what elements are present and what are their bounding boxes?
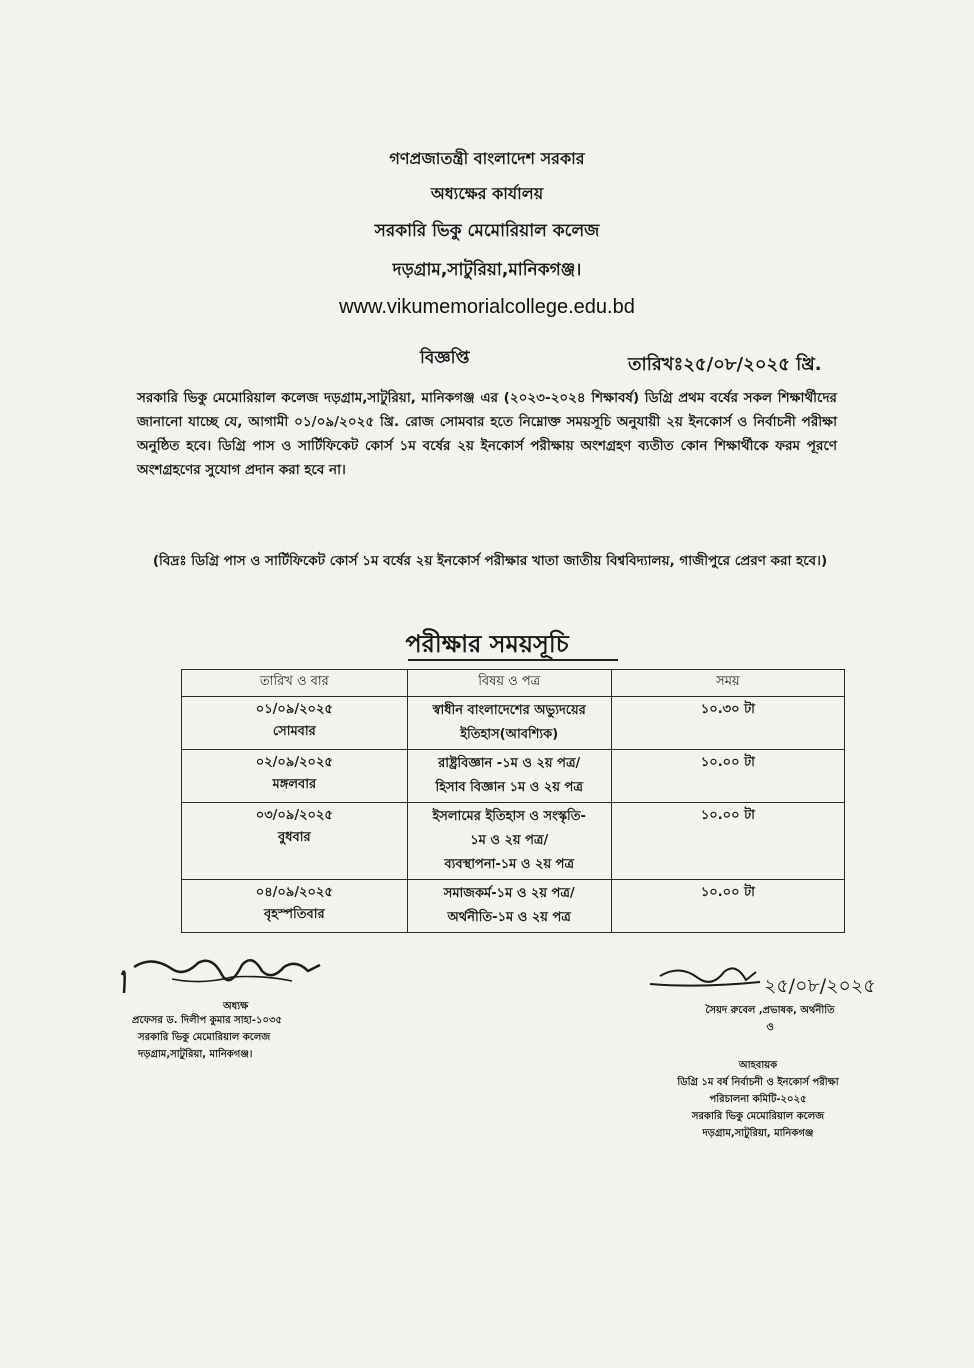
subject-line: ইতিহাস(আবশ্যিক) [460, 727, 559, 742]
time-cell: ১০.০০ টা [611, 880, 844, 933]
subject-line: ইসলামের ইতিহাস ও সংস্কৃতি- [432, 809, 586, 824]
principal-address: দড়গ্রাম,সাটুরিয়া, মানিকগঞ্জ। [138, 1049, 253, 1060]
convener-role: আহবায়ক [738, 1060, 778, 1071]
convener-name: সৈয়দ রুবেল ,প্রভাষক, অর্থনীতি [705, 1005, 835, 1016]
exam-date: ০৪/০৯/২০২৫ [255, 885, 333, 900]
subject-cell [407, 880, 611, 933]
committee-line-2: পরিচালনা কমিটি-২০২৫ [709, 1094, 807, 1105]
office-header: অধ্যক্ষের কার্যালয় [430, 184, 544, 203]
exam-date: ০৩/০৯/২০২৫ [255, 808, 333, 823]
header-subject: বিষয় ও পত্র [407, 670, 611, 697]
convener-signature [620, 958, 880, 1006]
table-row [182, 880, 845, 933]
subject-line: ১ম ও ২য় পত্র/ [470, 833, 549, 848]
principal-role: অধ্যক্ষ [223, 1001, 249, 1012]
college-name: সরকারি ভিকু মেমোরিয়াল কলেজ [374, 221, 600, 241]
convener-name-block [655, 1002, 885, 1036]
schedule-title: পরীক্ষার সময়সূচি [405, 630, 569, 658]
exam-day: বৃহস্পতিবার [264, 907, 325, 922]
conjunction-and: ও [766, 1022, 774, 1033]
subject-cell [407, 750, 611, 803]
time-cell: ১০.০০ টা [611, 750, 844, 803]
subject-cell [407, 803, 611, 880]
time-cell: ১০.০০ টা [611, 803, 844, 880]
header-time: সময় [611, 670, 844, 697]
college-address: দড়গ্রাম,সাটুরিয়া,মানিকগঞ্জ। [392, 260, 582, 280]
subject-cell [407, 697, 611, 750]
subject-line: অর্থনীতি-১ম ও ২য় পত্র [447, 910, 571, 925]
table-row [182, 750, 845, 803]
college-website: www.vikumemorialcollege.edu.bd [339, 296, 635, 318]
subject-line: সমাজকর্ম-১ম ও ২য় পত্র/ [443, 886, 575, 901]
exam-schedule-table [181, 669, 845, 933]
exam-date: ০২/০৯/২০২৫ [255, 755, 333, 770]
date-cell [182, 880, 408, 933]
convener-details [638, 1057, 878, 1142]
notice-title: বিজ্ঞপ্তি [420, 348, 470, 368]
exam-day: বুধবার [277, 830, 311, 845]
exam-date: ০১/০৯/২০২৫ [255, 702, 333, 717]
notice-note: (বিদ্রঃ ডিগ্রি পাস ও সার্টিফিকেট কোর্স ১ম বর্ষের ২য় ইনকোর্স পরীক্ষার খাতা জাতীয় বিশ্ববিদ্যালয়, গাজীপুরে প্রেরণ করা হবে।) [152, 553, 828, 569]
date-cell [182, 750, 408, 803]
date-cell [182, 697, 408, 750]
table-header-row [182, 670, 845, 697]
notice-date: তারিখঃ২৫/০৮/২০২৫ খ্রি. [628, 354, 822, 375]
subject-line: হিসাব বিজ্ঞান ১ম ও ২য় পত্র [435, 780, 583, 795]
subject-line: স্বাধীন বাংলাদেশের অভ্যুদয়ের [432, 703, 586, 718]
handwritten-date: ২৫/০৮/২০২৫ [764, 975, 876, 997]
principal-college: সরকারি ভিকু মেমোরিয়াল কলেজ [138, 1032, 271, 1043]
principal-signature [112, 945, 332, 1005]
notice-body: সরকারি ভিকু মেমোরিয়াল কলেজ দড়গ্রাম,সাটুরিয়া, মানিকগঞ্জ এর (২০২৩-২০২৪ শিক্ষাবর্ষ) ডিগ্রি প্রথম বর্ষের সকল শিক্ষার্থীদের জানানো যাচ্ছে যে, আগামী ০১/০৯/২০২৫ খ্রি. রোজ সোমবার হতে নিম্নোক্ত সময়সূচি অনুযায়ী ২য় ইনকোর্স ও নির্বাচনী পরীক্ষা অনুষ্ঠিত হবে। ডিগ্রি পাস ও সার্টিফিকেট কোর্স ১ম বর্ষের ২য় ইনকোর্স পরীক্ষায় অংশগ্রহণ ব্যতীত কোন শিক্ষার্থীকে ফরম পূরণে অংশগ্রহণের সুযোগ প্রদান করা হবে না। [137, 390, 837, 478]
time-cell: ১০.৩০ টা [611, 697, 844, 750]
table-row [182, 803, 845, 880]
principal-details [132, 1012, 352, 1063]
exam-day: মঙ্গলবার [272, 777, 317, 792]
header-date: তারিখ ও বার [182, 670, 408, 697]
govt-header: গণপ্রজাতন্ত্রী বাংলাদেশ সরকার [389, 149, 585, 168]
date-cell [182, 803, 408, 880]
table-row [182, 697, 845, 750]
committee-line-1: ডিগ্রি ১ম বর্ষ নির্বাচনী ও ইনকোর্স পরীক্ষা [677, 1077, 839, 1088]
convener-address: দড়গ্রাম,সাটুরিয়া, মানিকগঞ্জ [702, 1128, 814, 1139]
convener-college: সরকারি ভিকু মেমোরিয়াল কলেজ [691, 1111, 825, 1122]
principal-name: প্রফেসর ড. দিলীপ কুমার সাহা-১০৩৫ [132, 1015, 282, 1026]
schedule-title-underline [408, 659, 618, 661]
subject-line: রাষ্ট্রবিজ্ঞান -১ম ও ২য় পত্র/ [438, 756, 581, 771]
subject-line: ব্যবস্থাপনা-১ম ও ২য় পত্র [444, 857, 575, 872]
exam-day: সোমবার [272, 724, 316, 739]
